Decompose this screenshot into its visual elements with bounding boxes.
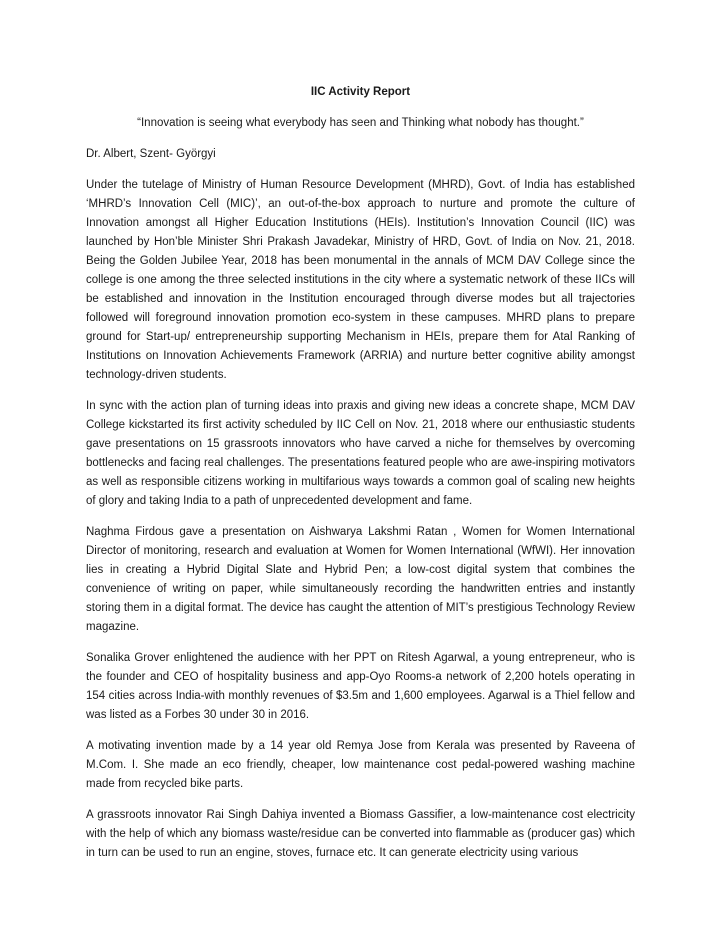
document-title: IIC Activity Report	[310, 86, 411, 98]
paragraph-dahiya: A grassroots innovator Rai Singh Dahiya invented a Biomass Gassifier, a low-maintenance cost electricity with the help of which any biomass waste/residue can be converted into flammable as (producer gas) which in turn can be used to run an engine, stoves, furnace etc. It can generate electricity using various	[86, 809, 635, 859]
paragraph-intro: Under the tutelage of Ministry of Human Resource Development (MHRD), Govt. of India has established ‘MHRD’s Innovation Cell (MIC)’, an out-of-the-box approach to nurture and promote the culture of Innovation amongst all Higher Education Institutions (HEIs). Institution’s Innovation Council (IIC) was launched by Hon’ble Minister Shri Prakash Javadekar, Ministry of HRD, Govt. of India on Nov. 21, 2018. Being the Golden Jubilee Year, 2018 has been monumental in the annals of MCM DAV College since the college is one among the three selected institutions in the city where a systematic network of these IICs will be established and innovation in the Institution encouraged through diverse modes but all trajectories followed will foreground innovation promotion eco-system in these campuses. MHRD plans to prepare ground for Start-up/ entrepreneurship supporting Mechanism in HEIs, prepare them for Atal Ranking of Institutions on Innovation Achievements Framework (ARRIA) and nurture better cognitive ability amongst technology-driven students.	[86, 179, 635, 381]
epigraph-quote: “Innovation is seeing what everybody has seen and Thinking what nobody has thought.”	[137, 117, 584, 129]
paragraph-sonalika: Sonalika Grover enlightened the audience with her PPT on Ritesh Agarwal, a young entrepreneur, who is the founder and CEO of hospitality business and app-Oyo Rooms-a network of 2,200 hotels operating in 154 cities across India-with monthly revenues of $3.5m and 1,600 employees. Agarwal is a Thiel fellow and was listed as a Forbes 30 under 30 in 2016.	[86, 652, 635, 721]
paragraph-activity: In sync with the action plan of turning ideas into praxis and giving new ideas a concrete shape, MCM DAV College kickstarted its first activity scheduled by IIC Cell on Nov. 21, 2018 where our enthusiastic students gave presentations on 15 grassroots innovators who have carved a niche for themselves by overcoming bottlenecks and facing real challenges. The presentations featured people who are awe-inspiring motivators as well as responsible citizens working in multifarious ways towards a common goal of scaling new heights of glory and taking India to a path of unprecedented development and fame.	[86, 400, 635, 507]
paragraph-remya: A motivating invention made by a 14 year old Remya Jose from Kerala was presented by Raveena of M.Com. I. She made an eco friendly, cheaper, low maintenance cost pedal-powered washing machine made from recycled bike parts.	[86, 740, 635, 790]
quote-author: Dr. Albert, Szent- Györgyi	[86, 148, 216, 160]
document-page	[86, 83, 635, 875]
paragraph-naghma: Naghma Firdous gave a presentation on Aishwarya Lakshmi Ratan , Women for Women International Director of monitoring, research and evaluation at Women for Women International (WfWI). Her innovation lies in creating a Hybrid Digital Slate and Hybrid Pen; a low-cost digital system that combines the convenience of writing on paper, while simultaneously recording the handwritten entries and instantly storing them in a digital format. The device has caught the attention of MIT’s prestigious Technology Review magazine.	[86, 526, 635, 633]
